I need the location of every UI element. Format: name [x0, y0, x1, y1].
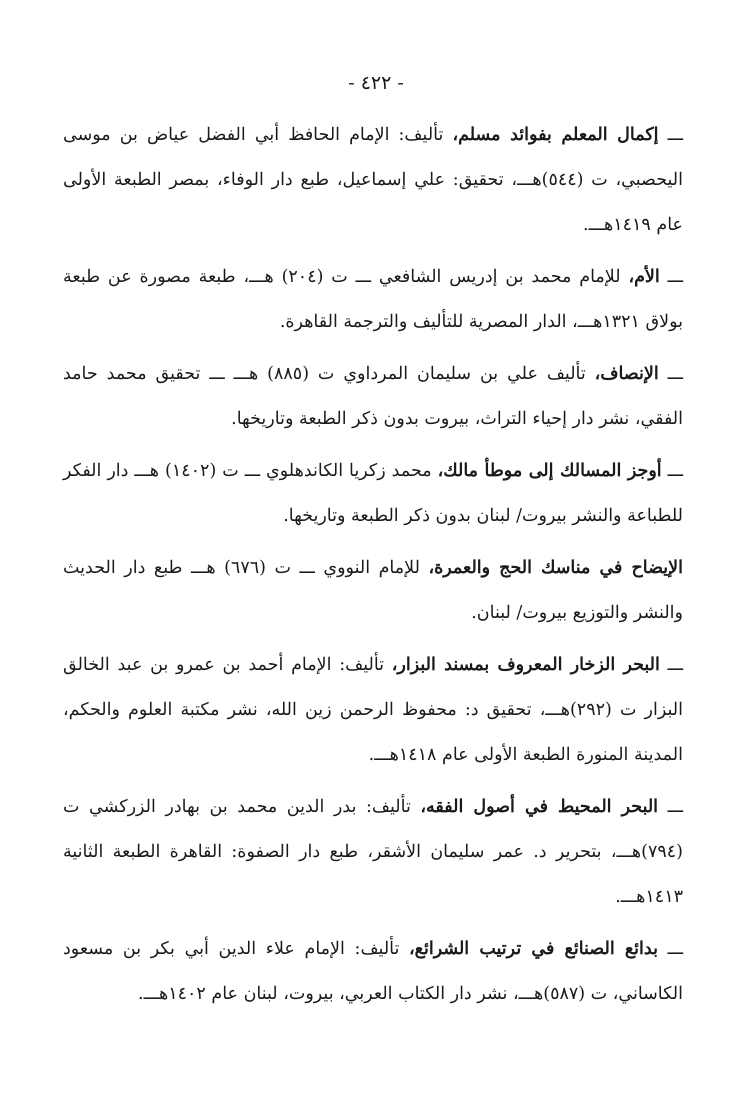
entry-title: إكمال المعلم بفوائد مسلم، [452, 125, 659, 145]
bibliography-list [63, 113, 683, 1024]
bibliography-entry [63, 643, 683, 778]
entry-details: تأليف: الإمام أحمد بن عمرو بن عبد الخالق البزار ت (٢٩٢)هـــ، تحقيق د: محفوظ الرحمن زين الله، نشر مكتبة العلوم والحكم، المدينة المنورة الطبعة الأولى عام ١٤١٨هـــ. [63, 655, 684, 765]
bibliography-entry [63, 927, 683, 1017]
entry-details: للإمام محمد بن إدريس الشافعي ـــ ت (٢٠٤) هـــ، طبعة مصورة عن طبعة بولاق ١٣٢١هـــ، الدار المصرية للتأليف والترجمة القاهرة. [63, 267, 683, 332]
entry-dash: ـــ [659, 655, 683, 675]
entry-details: تأليف: بدر الدين محمد بن بهادر الزركشي ت (٧٩٤)هـــ، بتحرير د. عمر سليمان الأشقر، طبع دار الصفوة: القاهرة الطبعة الثانية ١٤١٣هـــ. [63, 797, 683, 907]
entry-title: البحر المحيط في أصول الفقه، [420, 797, 659, 817]
entry-title: البحر الزخار المعروف بمسند البزار، [391, 655, 660, 675]
entry-dash: ـــ [657, 939, 683, 959]
entry-title: الأم، [628, 267, 660, 287]
entry-title: الإنصاف، [594, 364, 659, 384]
entry-details: محمد زكريا الكاندهلوي ـــ ت (١٤٠٢) هـــ دار الفكر للطباعة والنشر بيروت/ لبنان بدون ذكر الطبعة وتاريخها. [63, 461, 683, 526]
entry-dash: ـــ [659, 267, 684, 287]
entry-title: الإيضاح في مناسك الحج والعمرة، [428, 558, 683, 578]
bibliography-entry [63, 113, 683, 248]
entry-title: أوجز المسالك إلى موطأ مالك، [437, 461, 662, 481]
entry-title: بدائع الصنائع في ترتيب الشرائع، [409, 939, 658, 959]
bibliography-entry [63, 785, 683, 920]
entry-dash: ـــ [658, 364, 683, 384]
entry-dash: ـــ [658, 797, 683, 817]
entry-dash: ـــ [661, 461, 683, 481]
bibliography-entry [63, 546, 683, 636]
bibliography-entry [63, 352, 683, 442]
entry-details: تأليف: الإمام الحافظ أبي الفضل عياض بن موسى اليحصبي، ت (٥٤٤)هـــ، تحقيق: علي إسماعيل، طبع دار الوفاء، بمصر الطبعة الأولى عام ١٤١٩هـــ. [63, 125, 683, 235]
bibliography-entry [63, 255, 683, 345]
entry-details: تأليف: الإمام علاء الدين أبي بكر بن مسعود الكاساني، ت (٥٨٧)هـــ، نشر دار الكتاب العربي، بيروت، لبنان عام ١٤٠٢هـــ. [63, 939, 683, 1004]
page-number: - ٤٢٢ - [348, 72, 404, 94]
entry-dash: ـــ [658, 125, 683, 145]
entry-details: تأليف علي بن سليمان المرداوي ت (٨٨٥) هـــ ـــ تحقيق محمد حامد الفقي، نشر دار إحياء التراث، بيروت بدون ذكر الطبعة وتاريخها. [63, 364, 683, 429]
bibliography-entry [63, 449, 683, 539]
entry-details: للإمام النووي ـــ ت (٦٧٦) هـــ طبع دار الحديث والنشر والتوزيع بيروت/ لبنان. [63, 558, 683, 623]
